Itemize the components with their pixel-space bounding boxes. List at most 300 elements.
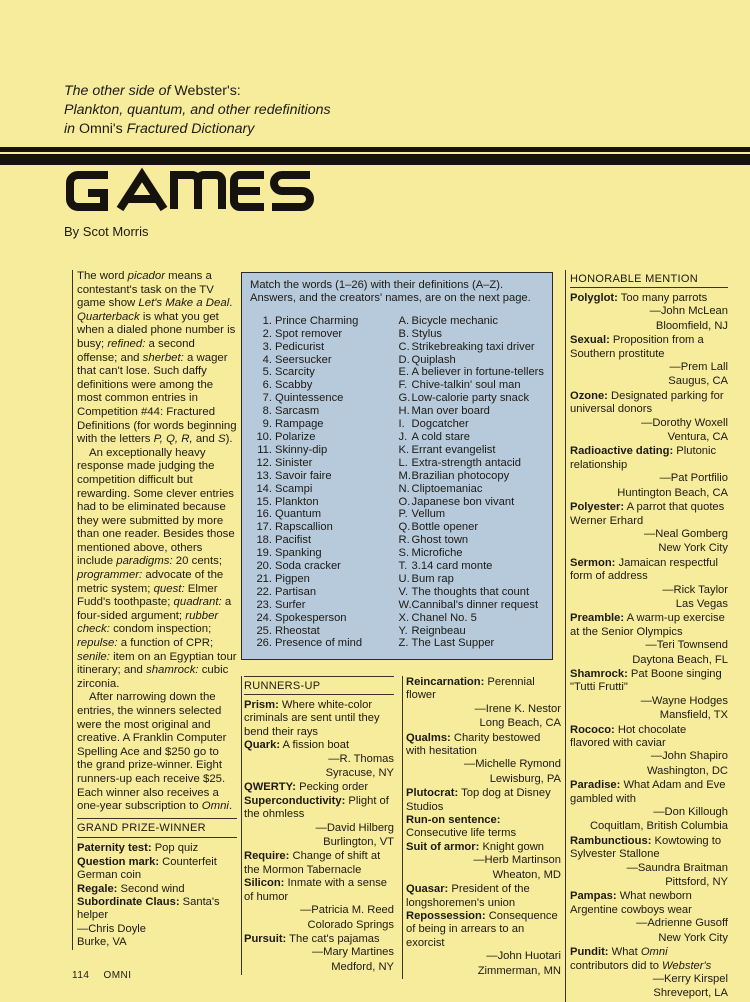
entry-term: Question mark:	[77, 855, 160, 868]
entry-credit-name: —John Huotari	[486, 950, 561, 963]
entry-credit-name: —Herb Martinson	[473, 854, 561, 867]
entry-definition: Top dog at Disney Studios	[406, 787, 551, 813]
quiz-definition-text: Chive-talkin' soul man	[411, 379, 521, 392]
quiz-definition-text: Ghost town	[411, 534, 469, 547]
quiz-word	[250, 341, 399, 354]
entry	[406, 841, 561, 854]
quiz-definition-letter: B.	[398, 327, 410, 340]
entry-credit-name: —Saundra Braitman	[626, 861, 728, 874]
text-run: Quarterback	[77, 310, 140, 323]
entry-credit-name: —John Shapiro	[650, 750, 728, 763]
runners-up-column	[241, 676, 394, 975]
article-tagline	[64, 82, 484, 139]
entry-term: Quasar:	[406, 883, 449, 896]
quiz-word-text: Plankton	[275, 495, 319, 508]
quiz-definition-letter: R.	[398, 534, 410, 547]
quiz-definition-list	[399, 315, 544, 651]
quiz-definition-text: Errant evangelist	[411, 443, 496, 456]
quiz-word	[250, 625, 399, 638]
entry	[406, 732, 561, 759]
quiz-word-number: 20.	[256, 560, 272, 573]
entry-definition: President of the longshoremen's union	[406, 883, 530, 909]
quiz-definition-text: Cannibal's dinner request	[411, 598, 539, 611]
logo-text: GAMES	[64, 165, 68, 166]
text-run: What	[608, 946, 641, 959]
quiz-word-text: Soda cracker	[275, 560, 341, 573]
entry-credit-place: Shreveport, LA	[653, 987, 728, 1000]
entry-credit-place: New York City	[658, 542, 728, 555]
quiz-word-number: 19.	[256, 547, 272, 560]
text-run: condom inspection;	[109, 623, 212, 636]
quiz-definition	[399, 431, 544, 444]
quiz-definition	[399, 444, 544, 457]
entry	[406, 676, 561, 703]
quiz-definition-text: Cliptoemaniac	[411, 482, 483, 495]
entry	[570, 724, 728, 751]
entry-definition: Pop quiz	[151, 842, 199, 855]
quiz-word	[250, 586, 399, 599]
quiz-instructions: Match the words (1–26) with their definitions (A–Z). Answers, and the creators' names, are on the next page.	[250, 279, 531, 305]
entry-definition: Consequence of being in arrears to an exorcist	[406, 909, 558, 949]
quiz-word-number: 4.	[262, 353, 272, 366]
quiz-word-number: 24.	[256, 611, 272, 624]
text-run: quadrant:	[173, 596, 222, 609]
entry-definition: A fission boat	[280, 739, 350, 752]
quiz-definition-text: Stylus	[411, 327, 443, 340]
quiz-definition-letter: P.	[398, 508, 408, 521]
grand-prize-heading: GRAND PRIZE-WINNER	[77, 818, 237, 839]
entry-term: Suit of armor:	[406, 840, 480, 853]
quiz-definition	[399, 354, 544, 367]
text-run: The word	[77, 270, 128, 282]
text-run: a wager that can't lose. Such daffy definitions were among the most common entries in Competition #44: Fractured Definitions (for words beginning with the letters	[77, 351, 237, 446]
entry	[570, 668, 728, 695]
quiz-definition	[399, 534, 544, 547]
text-run: shamrock:	[146, 664, 199, 677]
honorable-mention-column	[565, 270, 728, 1002]
quiz-definition	[399, 328, 544, 341]
entry-definition: Kowtowing to Sylvester Stallone	[570, 834, 722, 861]
entry-definition: Plutonic relationship	[570, 445, 717, 471]
runners-up-heading: RUNNERS-UP	[244, 676, 394, 695]
quiz-word-text: Sinister	[275, 456, 313, 469]
entry-credit-name: —Kerry Kirspel	[652, 972, 728, 985]
entry-term: Qualms:	[406, 731, 451, 744]
entry-credit-place: Burlington, VT	[323, 836, 394, 849]
quiz-definition-letter: Q.	[398, 521, 411, 534]
entry	[570, 890, 728, 917]
quiz-definition	[399, 379, 544, 392]
quiz-definition	[399, 392, 544, 405]
quiz-definition-letter: K.	[398, 443, 410, 456]
text-run: An exceptionally heavy response made judging the competition difficult but rewarding. Some clever entries had to be eliminated because they were submitted by more than one reader. Besides those mentioned above, others include	[77, 446, 235, 568]
quiz-word-number: 14.	[256, 482, 272, 495]
entry-term: Superconductivity:	[244, 794, 346, 807]
quiz-definition-letter: C.	[398, 340, 410, 353]
page-number: 114	[72, 970, 90, 981]
entry	[570, 501, 728, 528]
text-run: Webster's	[662, 959, 712, 972]
quiz-word-text: Pigpen	[275, 572, 310, 585]
quiz-word	[250, 457, 399, 470]
quiz-word-number: 17.	[256, 521, 272, 534]
quiz-word	[250, 560, 399, 573]
entry-term: Repossession:	[406, 909, 486, 922]
quiz-definition-text: Bottle opener	[411, 521, 479, 534]
entry-credit-name: —Prem Lall	[669, 361, 728, 374]
entry-definition: The cat's pajamas	[286, 932, 380, 945]
quiz-word-text: Seersucker	[275, 353, 332, 366]
entry-definition: What Adam and Eve gambled with	[570, 779, 726, 805]
entry	[406, 883, 561, 910]
text-run: 20 cents;	[172, 555, 223, 568]
quiz-definition-letter: E.	[398, 366, 410, 379]
entry	[570, 334, 728, 361]
quiz-definition-text: Chanel No. 5	[411, 611, 477, 624]
quiz-definition-text: Japanese bon vivant	[411, 495, 515, 508]
quiz-definition	[399, 547, 544, 560]
quiz-definition-text: Dogcatcher	[411, 418, 469, 431]
entry-definition: Hot chocolate flavored with caviar	[570, 723, 687, 749]
entry-definition: Consecutive life terms	[406, 827, 517, 840]
text-run: refined:	[107, 337, 146, 350]
quiz-definition	[399, 457, 544, 470]
quiz-definition	[399, 405, 544, 418]
quiz-word-number: 3.	[262, 340, 272, 353]
grand-prize-entries	[77, 842, 237, 949]
quiz-definition-text: Quiplash	[411, 353, 456, 366]
entry	[406, 814, 561, 841]
text-run: contributors did to	[570, 959, 663, 972]
quiz-word-number: 12.	[256, 456, 272, 469]
entry-term: Plutocrat:	[406, 787, 459, 800]
quiz-word-list	[250, 315, 399, 651]
text-run: After narrowing down the entries, the winners selected were the most original and creative. A Franklin Computer Spelling Ace and $250 go to the grand prize-winner. Eight runners-up each receive $25. Each winner also receives a one-year subscription to	[77, 691, 227, 813]
entry-term: Polyester:	[570, 501, 625, 514]
entry-credit-name: —John McLean	[649, 305, 728, 318]
quiz-definition	[399, 418, 544, 431]
quiz-word-text: Rheostat	[275, 624, 320, 637]
entry-definition: What newborn Argentine cowboys wear	[570, 890, 692, 916]
quiz-word-number: 1.	[262, 314, 272, 327]
quiz-word	[250, 521, 399, 534]
text-run: a function of CPR;	[117, 637, 214, 650]
quiz-definition-text: Low-calorie party snack	[411, 392, 530, 405]
quiz-word-number: 6.	[262, 379, 272, 392]
entry-term: Require:	[244, 850, 290, 863]
runners-up-column-continued	[402, 676, 561, 979]
entry-credit-place: Lewisburg, PA	[489, 772, 561, 785]
entry-credit-name: —Rick Taylor	[662, 583, 728, 596]
entry-credit-place: Mansfield, TX	[659, 709, 728, 722]
entry-term: Shamrock:	[570, 667, 628, 680]
quiz-word-text: Quintessence	[275, 392, 344, 405]
entry-term: Regale:	[77, 882, 118, 895]
entry-definition: A parrot that quotes Werner Erhard	[570, 501, 725, 527]
page-folio	[72, 970, 146, 981]
entry-term: Reincarnation:	[406, 676, 485, 688]
runners-up-entries	[244, 699, 394, 974]
quiz-word-text: Spanking	[275, 547, 322, 560]
entry	[77, 856, 237, 883]
quiz-word	[250, 470, 399, 483]
quiz-word	[250, 379, 399, 392]
quiz-word	[250, 573, 399, 586]
text-run: ).	[225, 433, 233, 446]
text-run: S	[218, 433, 226, 446]
quiz-word	[250, 366, 399, 379]
quiz-definition-letter: A.	[398, 314, 410, 327]
tagline-text: in	[64, 121, 79, 137]
entry-term: QWERTY:	[244, 781, 296, 794]
entry-credit-name: —Teri Townsend	[645, 639, 728, 652]
header-rule-thick	[0, 154, 750, 165]
quiz-word	[250, 547, 399, 560]
entry-definition: Too many parrots	[617, 292, 708, 304]
entry-definition: Change of shift at the Mormon Tabernacle	[244, 850, 381, 876]
quiz-word	[250, 483, 399, 496]
entry-credit-place: Saugus, CA	[668, 375, 728, 388]
entry-credit-place: Medford, NY	[331, 960, 394, 973]
quiz-word	[250, 354, 399, 367]
entry	[77, 883, 237, 896]
quiz-definition-letter: M.	[398, 469, 411, 482]
text-run: Omni	[640, 946, 668, 959]
entry-credit-name: —Adrienne Gusoff	[636, 917, 728, 930]
entry-credit-place: Long Beach, CA	[479, 717, 561, 730]
quiz-word-number: 7.	[262, 392, 272, 405]
quiz-definition	[399, 315, 544, 328]
quiz-definition-text: Reignbeau	[411, 624, 466, 637]
text-run: a four-sided argument;	[77, 596, 232, 622]
text-run: senile:	[77, 650, 110, 663]
quiz-definition-text: Strikebreaking taxi driver	[411, 340, 535, 353]
entry-term: Silicon:	[244, 877, 285, 890]
entry-definition: A warm-up exercise at the Senior Olympics	[570, 612, 725, 638]
entry-credit-place: Zimmerman, MN	[477, 964, 561, 977]
text-run: sherbet:	[142, 351, 184, 364]
quiz-word-number: 23.	[256, 598, 272, 611]
tagline-text: The other side of	[64, 83, 175, 99]
entry-definition: Counterfeit German coin	[77, 855, 217, 882]
entry-credit-name: —David Hilberg	[315, 821, 394, 834]
quiz-word-text: Surfer	[275, 598, 306, 611]
quiz-definition-letter: Y.	[398, 624, 408, 637]
entry-definition: Santa's helper	[77, 895, 220, 922]
entry-credit-name: —Dorothy Woxell	[641, 416, 728, 429]
entry-term: Polyglot:	[570, 292, 618, 304]
quiz-word	[250, 315, 399, 328]
intro-paragraph	[77, 270, 237, 447]
entry-term: Sermon:	[570, 556, 616, 569]
text-run: item on an Egyptian tour itinerary; and	[77, 650, 237, 677]
runners-up-entries	[406, 676, 561, 978]
quiz-word-text: Skinny-dip	[275, 443, 328, 456]
quiz-word-number: 16.	[256, 508, 272, 521]
entry-credit-place: New York City	[658, 931, 728, 944]
quiz-word	[250, 508, 399, 521]
text-run: .	[229, 297, 233, 310]
entry-definition: Charity bestowed with hesitation	[406, 731, 541, 758]
entry-credit-name: —R. Thomas	[328, 752, 394, 765]
text-run: Let's Make a Deal	[138, 297, 230, 310]
entry	[244, 739, 394, 752]
entry-term: Subordinate Claus:	[77, 895, 180, 908]
quiz-word-text: Spot remover	[275, 327, 343, 340]
quiz-definition-letter: X.	[398, 611, 410, 624]
header-rule	[0, 147, 750, 152]
quiz-word-text: Quantum	[275, 508, 322, 521]
quiz-word-text: Sarcasm	[275, 405, 320, 418]
entry-term: Paternity test:	[77, 842, 152, 855]
quiz-definition-text: Vellum	[411, 508, 446, 521]
entry-credit-name: —Mary Martines	[311, 946, 394, 959]
entry	[570, 445, 728, 472]
entry-credit-place: Colorado Springs	[307, 918, 394, 931]
quiz-definition-text: Microfiche	[411, 547, 463, 560]
quiz-word-text: Scabby	[275, 379, 313, 392]
quiz-definition-letter: N.	[398, 482, 410, 495]
tagline-text: Omni's	[78, 121, 123, 137]
text-run: Omni	[201, 800, 229, 813]
quiz-word	[250, 599, 399, 612]
quiz-word-text: Polarize	[275, 430, 316, 443]
entry-definition: Jamaican respectful form of address	[570, 556, 718, 583]
honorable-mention-entries	[570, 292, 728, 1001]
quiz-definition	[399, 341, 544, 354]
text-run: picador	[127, 270, 166, 282]
entry-term: Quark:	[244, 739, 281, 752]
entry-term: Radioactive dating:	[570, 445, 674, 458]
quiz-word-text: Scampi	[275, 482, 313, 495]
entry-credit-place: Wheaton, MD	[492, 868, 561, 881]
tagline-text: Fractured Dictionary	[122, 121, 255, 137]
intro-paragraph	[77, 691, 237, 813]
entry-credit-place: Pittsford, NY	[665, 876, 728, 889]
quiz-word-number: 5.	[262, 366, 272, 379]
quiz-word-text: Pedicurist	[275, 340, 325, 353]
quiz-definition-text: 3.14 card monte	[411, 560, 493, 573]
text-run: is what you get when a dialed phone number is busy;	[77, 310, 236, 350]
entry-credit-name: —Patricia M. Reed	[300, 904, 394, 917]
text-run: .	[228, 800, 233, 813]
text-run: rubber check:	[77, 609, 219, 636]
entry-definition: Pecking order	[296, 781, 369, 794]
entry-definition: Perennial flower	[406, 676, 535, 702]
quiz-word	[250, 328, 399, 341]
quiz-definition-letter: L.	[398, 456, 408, 469]
quiz-word	[250, 392, 399, 405]
entry	[570, 835, 728, 862]
quiz-definition-letter: G.	[398, 392, 411, 405]
quiz-word	[250, 405, 399, 418]
quiz-definition-text: The thoughts that count	[411, 585, 530, 598]
quiz-definition-letter: F.	[398, 379, 408, 392]
quiz-definition-text: Bum rap	[411, 572, 454, 585]
quiz-definition-text: Man over board	[411, 405, 490, 418]
entry-credit-place: Burke, VA	[77, 936, 127, 949]
quiz-definition	[399, 637, 544, 650]
quiz-word-number: 11.	[257, 443, 272, 456]
entry-credit-place: Syracuse, NY	[325, 767, 394, 780]
tagline-text: Plankton, quantum, and other redefinitions	[64, 102, 331, 118]
entry-term: Paradise:	[570, 779, 621, 792]
text-run: advocate of the metric system;	[77, 569, 224, 595]
text-run: Elmer Fudd's toothpaste;	[77, 582, 218, 609]
quiz-definition-text: Bicycle mechanic	[411, 314, 498, 327]
quiz-definition	[399, 586, 544, 599]
quiz-definition	[399, 496, 544, 509]
entry	[244, 699, 394, 739]
entry-definition: Second wind	[117, 882, 185, 895]
entry-term: Preamble:	[570, 612, 625, 625]
quiz-definition	[399, 508, 544, 521]
intro-column	[72, 270, 237, 950]
entry-credit-place: Daytona Beach, FL	[632, 653, 728, 666]
entry	[77, 896, 237, 923]
entry-credit-name: —Don Killough	[653, 806, 728, 819]
quiz-word-number: 25.	[256, 624, 272, 637]
text-run: paradigms:	[116, 555, 173, 568]
entry-credit-place: Coquitlam, British Columbia	[589, 820, 728, 833]
quiz-word-number: 22.	[256, 585, 272, 598]
quiz-definition	[399, 573, 544, 586]
entry	[244, 795, 394, 822]
quiz-definition-letter: V.	[398, 585, 409, 598]
quiz-word-number: 21.	[256, 572, 272, 585]
quiz-definition	[399, 599, 544, 612]
quiz-definition-letter: S.	[398, 547, 410, 560]
quiz-word-number: 2.	[262, 327, 272, 340]
quiz-definition	[399, 483, 544, 496]
quiz-definition-letter: D.	[398, 353, 410, 366]
entry	[244, 933, 394, 946]
quiz-definition-text: Extra-strength antacid	[411, 456, 521, 469]
quiz-definition-letter: O.	[398, 495, 411, 508]
entry-term: Sexual:	[570, 334, 610, 347]
quiz-word	[250, 637, 399, 650]
quiz-word	[250, 444, 399, 457]
entry-term: Ozone:	[570, 389, 608, 402]
quiz-word	[250, 534, 399, 547]
quiz-definition-letter: I.	[398, 418, 405, 431]
quiz-definition	[399, 470, 544, 483]
quiz-definition	[399, 612, 544, 625]
entry-credit-name: —Irene K. Nestor	[474, 702, 561, 715]
quiz-word	[250, 612, 399, 625]
entry-definition: Knight gown	[479, 840, 545, 853]
entry-term: Pursuit:	[244, 932, 287, 945]
quiz-definition	[399, 625, 544, 638]
entry	[570, 292, 728, 305]
quiz-definition-text: A believer in fortune-tellers	[411, 366, 544, 379]
quiz-definition	[399, 521, 544, 534]
entry-credit-place: Washington, DC	[646, 764, 728, 777]
entry-term: Rococo:	[570, 723, 615, 736]
entry-credit-name: —Wayne Hodges	[640, 694, 728, 707]
quiz-word-number: 13.	[256, 469, 272, 482]
quiz-definition-letter: J.	[398, 430, 408, 443]
honorable-mention-heading: HONORABLE MENTION	[570, 270, 728, 288]
entry-term: Rambunctious:	[570, 834, 652, 847]
quiz-definition-letter: H.	[398, 405, 410, 418]
entry-term: Prism:	[244, 699, 279, 711]
entry	[406, 910, 561, 950]
quiz-word-number: 18.	[256, 534, 272, 547]
entry-definition: Where white-color criminals are sent until they bend their rays	[244, 699, 380, 738]
entry	[406, 787, 561, 814]
entry-credit-name: —Pat Portfilio	[659, 472, 728, 485]
